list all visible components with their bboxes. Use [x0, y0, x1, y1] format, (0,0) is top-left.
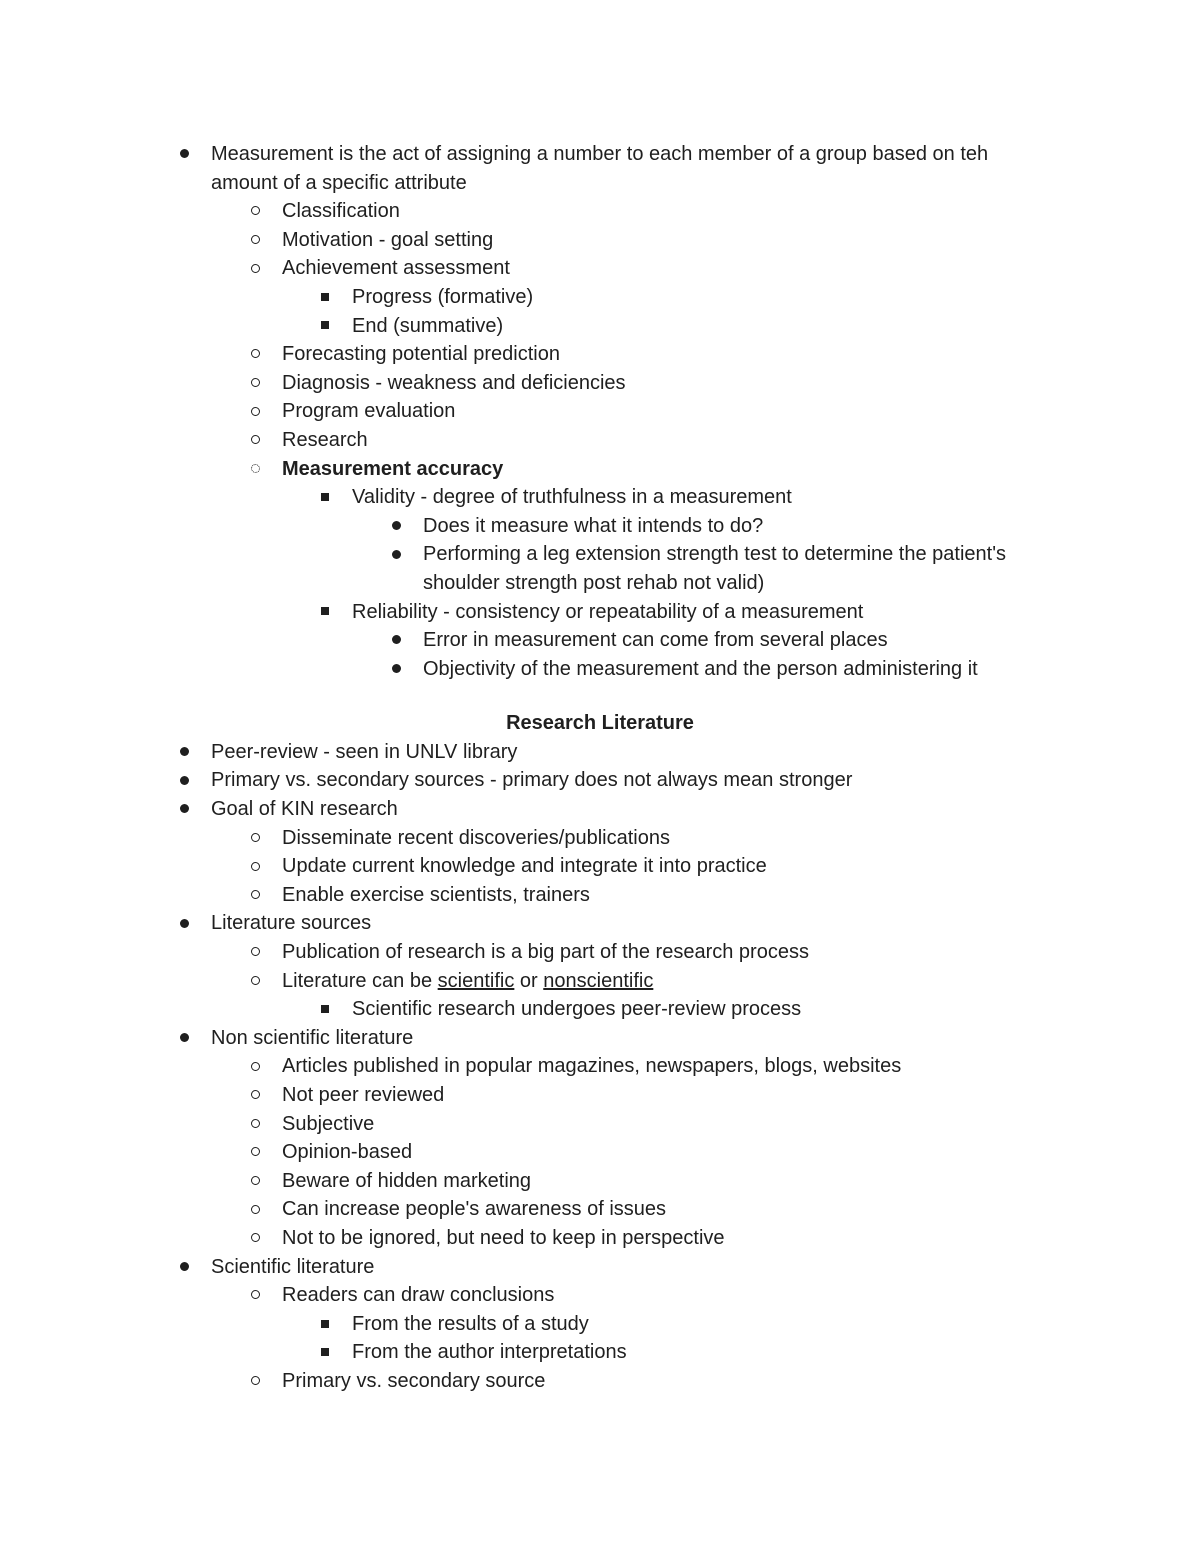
circle-bullet-icon	[248, 397, 262, 426]
list-item-text: amount of a specific attribute	[211, 171, 467, 194]
list-item-text: Update current knowledge and integrate it into practice	[282, 855, 767, 878]
list-item-text: Peer-review - seen in UNLV library	[211, 740, 518, 763]
disc-bullet-icon	[177, 140, 191, 169]
list-item	[0, 995, 1200, 1024]
list-item-text	[282, 967, 653, 996]
circle-bullet-icon	[248, 1224, 262, 1253]
list-item-text: Subjective	[282, 1112, 375, 1135]
square-bullet-icon	[318, 598, 332, 627]
list-item-text: Goal of KIN research	[211, 798, 398, 821]
list-item-text: Forecasting potential prediction	[282, 343, 560, 366]
list-item	[0, 426, 1200, 455]
list-item	[0, 1110, 1200, 1139]
list-item	[0, 140, 1200, 169]
list-item	[0, 1195, 1200, 1224]
list-item-text: Error in measurement can come from several places	[423, 629, 888, 652]
list-item	[0, 766, 1200, 795]
list-item-text: Enable exercise scientists, trainers	[282, 883, 590, 906]
circle-bullet-icon	[248, 1167, 262, 1196]
text-run: Literature can be	[282, 969, 438, 992]
list-item	[0, 169, 1200, 198]
list-item-text: End (summative)	[352, 314, 504, 337]
list-item-text: Performing a leg extension strength test to determine the patient's	[423, 543, 1007, 566]
circle-bullet-icon	[248, 197, 262, 226]
list-item	[0, 1167, 1200, 1196]
square-bullet-icon	[318, 283, 332, 312]
list-item	[0, 397, 1200, 426]
list-item-text: shoulder strength post rehab not valid)	[423, 571, 765, 594]
circle-bullet-icon	[248, 1052, 262, 1081]
disc-bullet-icon	[389, 655, 403, 684]
circle-bullet-icon	[248, 938, 262, 967]
list-item	[0, 1253, 1200, 1282]
disc-bullet-icon	[177, 738, 191, 767]
list-item	[0, 369, 1200, 398]
document-page	[0, 140, 1200, 1396]
list-item-text: Achievement assessment	[282, 257, 510, 280]
disc-bullet-icon	[177, 795, 191, 824]
square-bullet-icon	[318, 1310, 332, 1339]
list-item	[0, 283, 1200, 312]
list-item-text: From the results of a study	[352, 1312, 589, 1335]
circle-bullet-icon	[248, 1138, 262, 1167]
disc-bullet-icon	[389, 626, 403, 655]
list-item-text: Does it measure what it intends to do?	[423, 514, 764, 537]
square-bullet-icon	[318, 483, 332, 512]
list-item	[0, 340, 1200, 369]
list-item	[0, 254, 1200, 283]
list-item	[0, 909, 1200, 938]
disc-bullet-icon	[177, 766, 191, 795]
circle-bullet-icon	[248, 369, 262, 398]
list-item-text: Not to be ignored, but need to keep in perspective	[282, 1226, 725, 1249]
list-item-text: Diagnosis - weakness and deficiencies	[282, 371, 626, 394]
circle-bullet-icon	[248, 881, 262, 910]
section-heading-research-literature: Research Literature	[506, 712, 694, 735]
list-item	[0, 1138, 1200, 1167]
list-item-text: Opinion-based	[282, 1141, 413, 1164]
list-item-text: Measurement accuracy	[282, 457, 504, 480]
list-item-text: Classification	[282, 200, 400, 223]
circle-bullet-icon	[248, 1195, 262, 1224]
list-item-text: Literature sources	[211, 912, 372, 935]
list-item-text: Scientific research undergoes peer-review process	[352, 998, 802, 1021]
list-item	[0, 738, 1200, 767]
list-item	[0, 938, 1200, 967]
list-item-text: Research	[282, 428, 368, 451]
dotted-circle-bullet-icon	[248, 455, 262, 484]
list-item	[0, 1224, 1200, 1253]
list-item	[0, 1338, 1200, 1367]
circle-bullet-icon	[248, 1367, 262, 1396]
list-item-text: Objectivity of the measurement and the person administering it	[423, 657, 978, 680]
circle-bullet-icon	[248, 967, 262, 996]
list-item	[0, 455, 1200, 484]
list-item	[0, 1024, 1200, 1053]
disc-bullet-icon	[177, 909, 191, 938]
circle-bullet-icon	[248, 1110, 262, 1139]
underlined-term: scientific	[437, 969, 515, 992]
list-item-text: Validity - degree of truthfulness in a measurement	[352, 486, 792, 509]
list-item	[0, 795, 1200, 824]
list-item	[0, 312, 1200, 341]
list-item-text: Non scientific literature	[211, 1026, 414, 1049]
list-item-text: Can increase people's awareness of issues	[282, 1198, 667, 1221]
list-item	[0, 512, 1200, 541]
list-item	[0, 197, 1200, 226]
square-bullet-icon	[318, 1338, 332, 1367]
list-item-text: Scientific literature	[211, 1255, 375, 1278]
list-item	[0, 967, 1200, 996]
list-item	[0, 1367, 1200, 1396]
list-item-text: Not peer reviewed	[282, 1084, 445, 1106]
disc-bullet-icon	[389, 512, 403, 541]
list-item	[0, 626, 1200, 655]
list-item-text: Program evaluation	[282, 400, 456, 423]
list-item-text: Motivation - goal setting	[282, 228, 494, 251]
square-bullet-icon	[318, 995, 332, 1024]
list-item	[0, 1310, 1200, 1339]
circle-bullet-icon	[248, 426, 262, 455]
list-item-text: From the author interpretations	[352, 1341, 627, 1364]
list-item	[0, 1281, 1200, 1310]
list-item	[0, 852, 1200, 881]
circle-bullet-icon	[248, 340, 262, 369]
circle-bullet-icon	[248, 226, 262, 255]
list-item	[0, 1052, 1200, 1081]
circle-bullet-icon	[248, 852, 262, 881]
list-item	[0, 1081, 1200, 1110]
circle-bullet-icon	[248, 1281, 262, 1310]
list-item	[0, 569, 1200, 598]
list-item-text: Disseminate recent discoveries/publications	[282, 826, 670, 849]
circle-bullet-icon	[248, 1081, 262, 1110]
list-item-text: Progress (formative)	[352, 285, 534, 308]
text-run: or	[514, 969, 544, 992]
disc-bullet-icon	[177, 1024, 191, 1053]
list-item-text: Readers can draw conclusions	[282, 1284, 555, 1307]
list-item-text: Primary vs. secondary source	[282, 1369, 546, 1392]
list-item	[0, 226, 1200, 255]
square-bullet-icon	[318, 312, 332, 341]
research-literature-section	[0, 738, 1200, 1396]
list-item	[0, 540, 1200, 569]
list-item	[0, 881, 1200, 910]
list-item-text: Beware of hidden marketing	[282, 1169, 532, 1192]
list-item-text: Articles published in popular magazines, newspapers, blogs, websites	[282, 1055, 902, 1078]
disc-bullet-icon	[177, 1253, 191, 1282]
list-item-text: Publication of research is a big part of the research process	[282, 941, 809, 964]
list-item	[0, 824, 1200, 853]
list-item	[0, 483, 1200, 512]
list-item-text: Reliability - consistency or repeatability of a measurement	[352, 600, 864, 623]
underlined-term: nonscientific	[543, 969, 654, 992]
circle-bullet-icon	[248, 824, 262, 853]
list-item	[0, 598, 1200, 627]
disc-bullet-icon	[389, 540, 403, 569]
list-item	[0, 655, 1200, 684]
list-item-text: Measurement is the act of assigning a number to each member of a group based on teh	[211, 143, 989, 165]
circle-bullet-icon	[248, 254, 262, 283]
measurement-section	[0, 140, 1200, 683]
list-item-text: Primary vs. secondary sources - primary does not always mean stronger	[211, 769, 853, 792]
